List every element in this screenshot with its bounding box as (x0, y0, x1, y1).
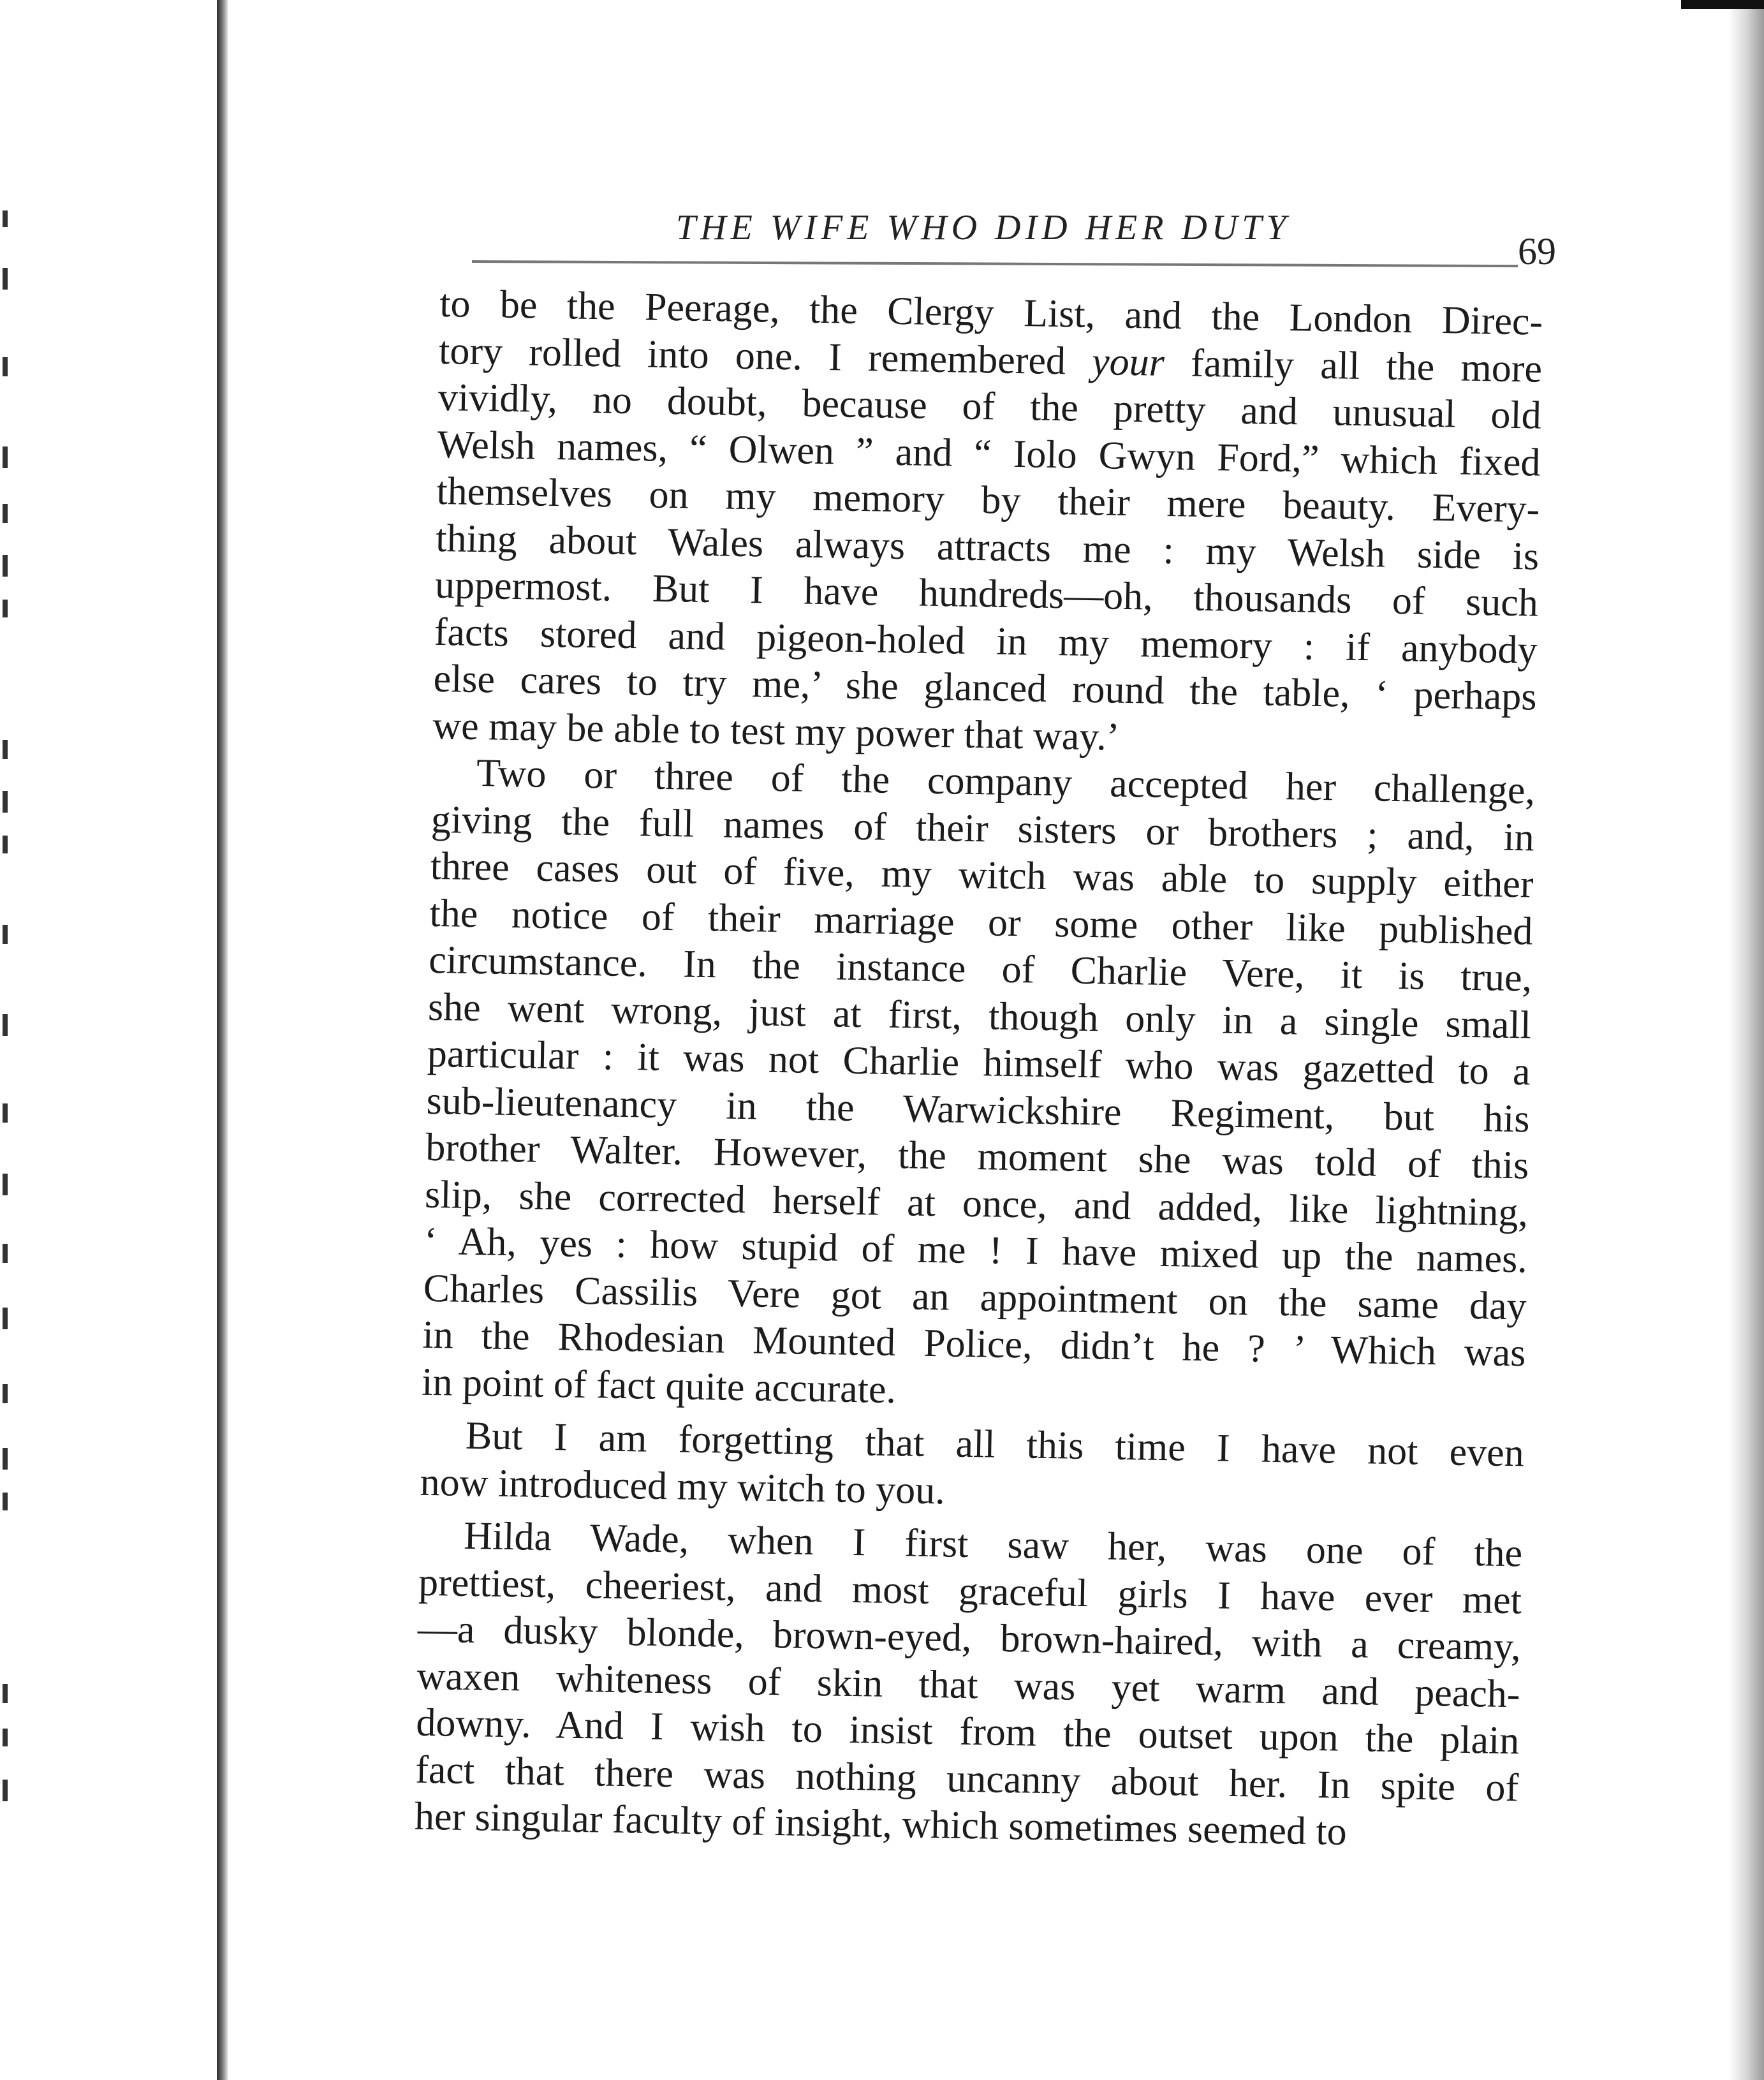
text-line: Welsh names, “ Olwen ” and “ Iolo Gwyn Ford,” which fixed (437, 422, 1541, 485)
text-line: else cares to try me,’ she glanced round the table, ‘ perhaps (433, 656, 1537, 719)
binding-edge (217, 0, 228, 2080)
text-line: to be the Peerage, the Clergy List, and the London Direc- (439, 281, 1543, 344)
gutter-mark (3, 836, 8, 853)
gutter-mark (3, 1448, 8, 1470)
gutter-mark (3, 1014, 8, 1036)
paragraph (422, 749, 1536, 1424)
text-line: ‘ Ah, yes : how stupid of me ! I have mixed up the names. (423, 1219, 1528, 1281)
text-line: sub-lieutenancy in the Warwickshire Regiment, but his (426, 1079, 1531, 1141)
gutter-mark (3, 1493, 8, 1510)
gutter-mark (3, 504, 8, 523)
gutter-mark (3, 1780, 8, 1801)
text-line: circumstance. In the instance of Charlie Vere, it is true, (428, 938, 1532, 1000)
scan-corner (1681, 0, 1764, 9)
gutter-mark (3, 1174, 8, 1195)
text-line: prettiest, cheeriest, and most graceful girls I have ever met (418, 1560, 1522, 1622)
text-line: she went wrong, just at first, though only in a single small (427, 985, 1532, 1047)
text-line: waxen whiteness of skin that was yet warm and peach- (416, 1654, 1521, 1716)
text-line: facts stored and pigeon-holed in my memory : if anybody (434, 610, 1538, 672)
text-line: themselves on my memory by their mere beauty. Every- (436, 469, 1540, 531)
text-line: three cases out of five, my witch was able to supply either (430, 844, 1534, 906)
text-line: uppermost. But I have hundreds—oh, thousands of such (434, 563, 1539, 625)
gutter-mark (3, 1684, 8, 1703)
text-line: downy. And I wish to insist from the outset upon the plain (415, 1700, 1520, 1763)
gutter-mark (3, 1103, 8, 1123)
gutter-mark (3, 210, 8, 227)
text-line: Two or three of the company accepted her challenge, (476, 751, 1536, 813)
text-line: the notice of their marriage or some other like published (429, 891, 1533, 954)
header-rule (472, 260, 1518, 267)
gutter-mark (3, 1384, 8, 1403)
gutter-mark (3, 600, 8, 617)
gutter-mark (3, 555, 8, 577)
gutter-mark (3, 1729, 8, 1746)
gutter-mark (3, 357, 8, 376)
text-line: her singular faculty of insight, which sometimes seemed to (414, 1794, 1348, 1854)
paragraph (420, 1412, 1524, 1524)
page-right-edge (1728, 0, 1764, 2080)
gutter-mark (3, 1244, 8, 1263)
body-text (414, 281, 1543, 1859)
text-line: giving the full names of their sisters or brothers ; and, in (430, 797, 1535, 860)
text-line: vividly, no doubt, because of the pretty and unusual old (437, 375, 1542, 438)
page-gutter (0, 0, 242, 2080)
text-line: in the Rhodesian Mounted Police, didn’t he ? ’ Which was (422, 1313, 1526, 1375)
paragraph (414, 1512, 1522, 1859)
text-line: now introduced my witch to you. (420, 1460, 946, 1512)
text-line: Charles Cassilis Vere got an appointment on the same day (423, 1266, 1527, 1328)
text-line: in point of fact quite accurate. (421, 1360, 897, 1412)
gutter-mark (3, 740, 8, 759)
paragraph (432, 281, 1543, 768)
gutter-mark (3, 925, 8, 944)
text-line: brother Walter. However, the moment she was told of this (425, 1125, 1529, 1188)
text-line: tory rolled into one. I remembered your family all the more (438, 328, 1543, 391)
gutter-mark (3, 791, 8, 813)
page-number: 69 (1518, 230, 1556, 272)
gutter-mark (3, 1308, 8, 1329)
text-line: —a dusky blonde, brown-eyed, brown-haired, with a creamy, (417, 1607, 1522, 1669)
text-line: Hilda Wade, when I first saw her, was one of the (463, 1514, 1523, 1575)
running-head: THE WIFE WHO DID HER DUTY (676, 208, 1291, 247)
text-line: particular : it was not Charlie himself who was gazetted to a (427, 1031, 1531, 1094)
text-line: we may be able to test my power that way.’ (432, 704, 1121, 759)
text-line: But I am forgetting that all this time I have not even (465, 1413, 1525, 1475)
gutter-mark (3, 446, 8, 468)
text-line: slip, she corrected herself at once, and added, like lightning, (424, 1172, 1529, 1234)
gutter-mark (3, 268, 8, 290)
text-line: fact that there was nothing uncanny about her. In spite of (415, 1748, 1519, 1810)
text-line: thing about Wales always attracts me : my Welsh side is (435, 516, 1540, 579)
